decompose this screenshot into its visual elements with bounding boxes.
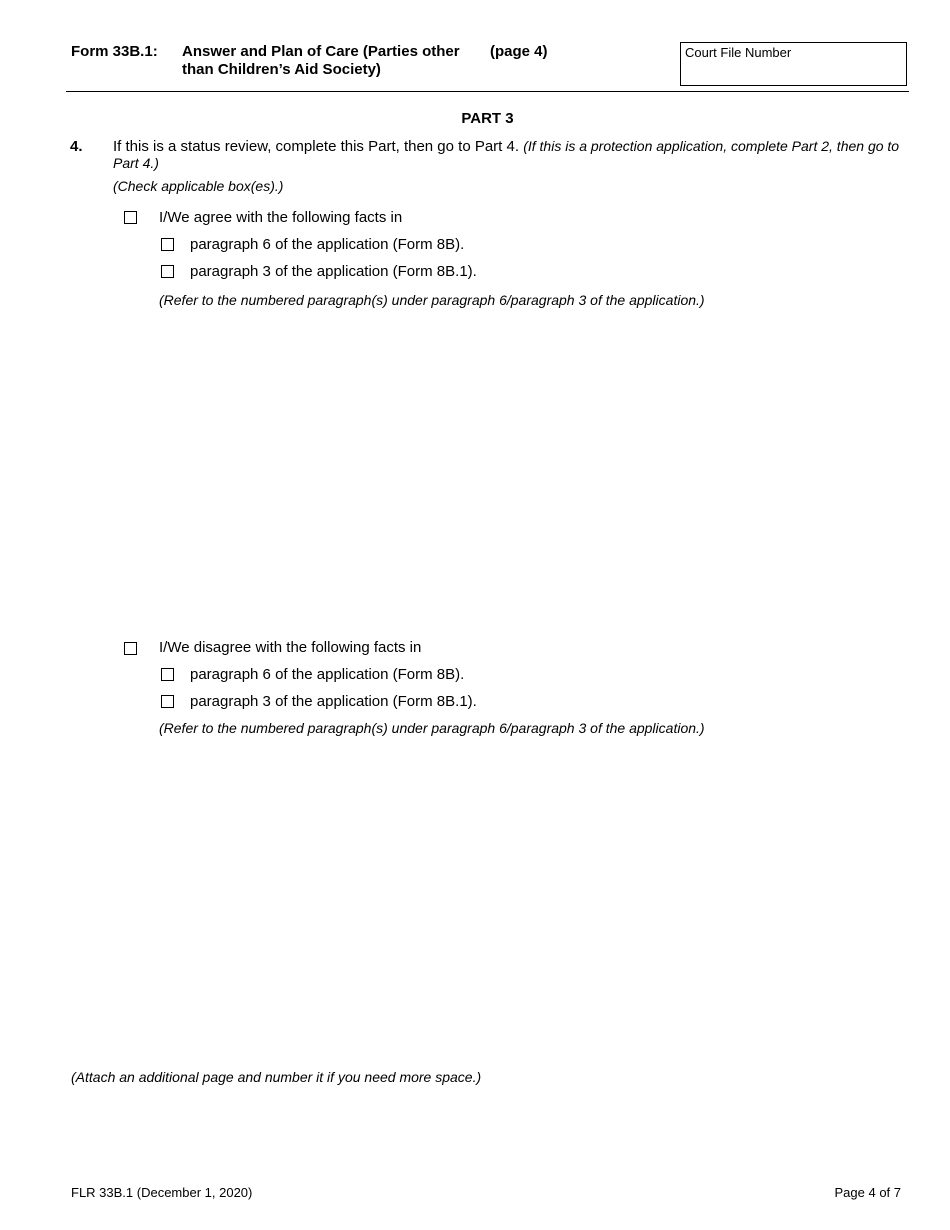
agree-paragraph-3-label: paragraph 3 of the application (Form 8B.1).: [190, 263, 477, 280]
header-divider: [66, 91, 909, 92]
disagree-facts-text-area[interactable]: [159, 745, 908, 1055]
agree-paragraph-3-checkbox[interactable]: [161, 265, 174, 278]
disagree-paragraph-3-checkbox[interactable]: [161, 695, 174, 708]
footer-form-id: FLR 33B.1 (December 1, 2020): [71, 1185, 253, 1200]
footer-page-number: Page 4 of 7: [834, 1185, 901, 1200]
page-indicator: (page 4): [490, 43, 548, 60]
item-instruction-italic: (If this is a protection application, complete Part 2, then go to Part 4.): [113, 138, 900, 171]
item-instructions: [113, 138, 908, 172]
disagree-paragraph-3-label: paragraph 3 of the application (Form 8B.1).: [190, 693, 477, 710]
agree-reference-note: (Refer to the numbered paragraph(s) under paragraph 6/paragraph 3 of the application.): [159, 292, 705, 308]
court-file-number-field[interactable]: [680, 42, 907, 86]
agree-facts-text-area[interactable]: [159, 315, 908, 630]
item-instruction-text: If this is a status review, complete this Part, then go to Part 4.: [113, 138, 520, 155]
agree-paragraph-6-checkbox[interactable]: [161, 238, 174, 251]
court-file-number-label: Court File Number: [685, 45, 792, 60]
item-number: 4.: [70, 138, 83, 155]
check-applicable-note: (Check applicable box(es).): [113, 178, 284, 194]
disagree-label: I/We disagree with the following facts in: [159, 639, 422, 656]
disagree-paragraph-6-checkbox[interactable]: [161, 668, 174, 681]
disagree-reference-note: (Refer to the numbered paragraph(s) under paragraph 6/paragraph 3 of the application.): [159, 720, 705, 736]
disagree-checkbox[interactable]: [124, 642, 137, 655]
agree-label: I/We agree with the following facts in: [159, 209, 403, 226]
form-number-label: Form 33B.1:: [71, 43, 158, 60]
form-title: Answer and Plan of Care (Parties other than Children’s Aid Society): [182, 43, 460, 78]
disagree-paragraph-6-label: paragraph 6 of the application (Form 8B).: [190, 666, 465, 683]
agree-checkbox[interactable]: [124, 211, 137, 224]
attach-additional-page-note: (Attach an additional page and number it if you need more space.): [71, 1069, 482, 1085]
part-title: PART 3: [461, 110, 514, 127]
agree-paragraph-6-label: paragraph 6 of the application (Form 8B).: [190, 236, 465, 253]
